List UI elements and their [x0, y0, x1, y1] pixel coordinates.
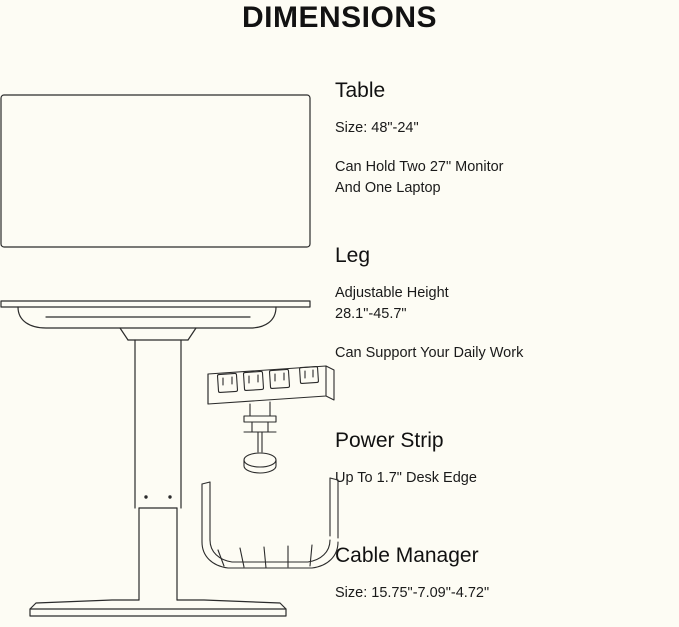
tabletop-top-view	[1, 95, 310, 247]
cable-manager-size-text: Size: 15.75"-7.09"-4.72"	[335, 585, 490, 601]
section-heading-cable-manager: Cable Manager	[335, 544, 479, 567]
page-title: DIMENSIONS	[241, 1, 438, 34]
table-capacity-text	[335, 157, 679, 199]
power-strip-edge-text: Up To 1.7" Desk Edge	[335, 470, 477, 486]
table-capacity-line-2: And One Laptop	[335, 180, 441, 196]
leg-height-line-1: Adjustable Height	[335, 285, 449, 301]
cable-manager-illustration	[188, 470, 353, 622]
spec-block-power-strip	[335, 428, 679, 507]
cable-manager-svg	[188, 470, 353, 622]
section-heading-power-strip: Power Strip	[335, 429, 444, 452]
spec-block-table	[335, 78, 679, 217]
spec-block-leg	[335, 243, 679, 382]
leg-support-text: Can Support Your Daily Work	[335, 345, 524, 361]
leg-height-line-2: 28.1"-45.7"	[335, 306, 407, 322]
table-size-text: Size: 48"-24"	[335, 120, 419, 136]
desk-clamp	[244, 402, 276, 473]
table-capacity-line-1: Can Hold Two 27" Monitor	[335, 159, 504, 175]
section-heading-table: Table	[335, 79, 386, 102]
section-heading-leg: Leg	[335, 244, 371, 267]
spec-block-cable-manager	[335, 543, 679, 622]
leg-height-text	[335, 283, 679, 325]
